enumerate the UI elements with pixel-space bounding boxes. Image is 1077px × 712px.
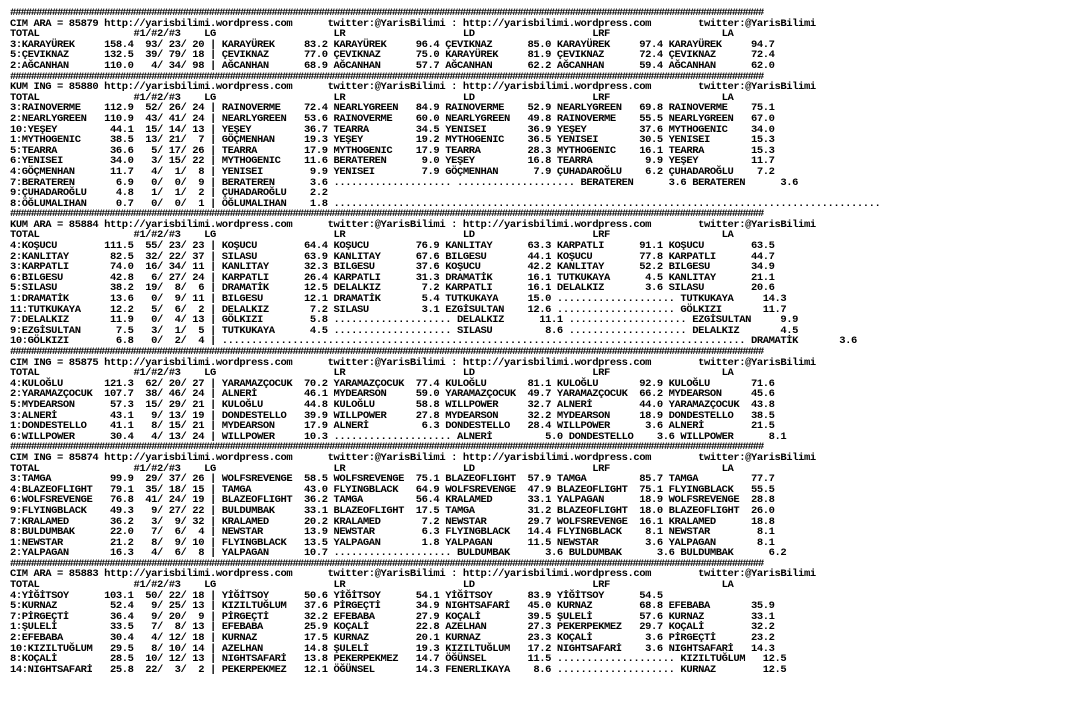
table-row: 4:KOŞUCU 111.5 55/ 23/ 23 | KOŞUCU 64.4 KOŞUCU 76.9 KANLITAY 63.3 KARPATLI 91.1 KOŞUCU 63.5 bbox=[10, 240, 775, 253]
table-row: 4:BLAZEOFLIGHT 79.1 35/ 18/ 15 | TAMGA 43.0 FLYINGBLACK 64.9 WOLFSREVENGE 47.9 BLAZEOFLIGHT 75.1 FLYINGBLACK 55.5 bbox=[10, 483, 775, 496]
column-headers: TOTAL #1/#2/#3 LG LR LD LRF LA bbox=[10, 229, 734, 242]
table-row: 8:BULDUMBAK 22.0 7/ 6/ 4 | NEWSTAR 13.9 NEWSTAR 6.3 FLYINGBLACK 14.4 FLYINGBLACK 8.1 NEWSTAR 8.1 bbox=[10, 526, 775, 539]
table-row: 6:BILGESU 42.8 6/ 27/ 24 | KARPATLI 26.4 KARPATLI 31.3 DRAMATİK 16.1 TUTKUKAYA 4.5 KANLITAY 21.1 bbox=[10, 271, 775, 284]
table-row: 5:MYDEARSON 57.3 15/ 29/ 21 | KULOĞLU 44.8 KULOĞLU 58.8 WILLPOWER 32.7 ALNERİ 44.0 YARAMAZÇOCUK 43.8 bbox=[10, 398, 775, 411]
column-headers: TOTAL #1/#2/#3 LG LR LD LRF LA bbox=[10, 462, 734, 475]
table-row: 3:KARPATLI 74.0 16/ 34/ 11 | KANLITAY 32.3 BILGESU 37.6 KOŞUCU 42.2 KANLITAY 52.2 BILGESU 34.9 bbox=[10, 261, 775, 274]
table-row: 10:YEŞEY 44.1 15/ 14/ 13 | YEŞEY 36.7 TEARRA 34.5 YENISEI 36.9 YEŞEY 37.6 MYTHOGENIC 34.0 bbox=[10, 123, 775, 136]
column-headers: TOTAL #1/#2/#3 LG LR LD LRF LA bbox=[10, 91, 734, 104]
table-row: 6:YENISEI 34.0 3/ 15/ 22 | MYTHOGENIC 11.6 BERATEREN 9.0 YEŞEY 16.8 TEARRA 9.9 YEŞEY 11.7 bbox=[10, 155, 775, 168]
table-row: 10:KIZILTUĞLUM 29.5 8/ 10/ 14 | AZELHAN 14.8 ŞULELİ 19.3 KIZILTUĞLUM 17.2 NIGHTSAFARİ 3.6 NIGHTSAFARİ 14.3 bbox=[10, 642, 775, 655]
table-row: 9:FLYINGBLACK 49.3 9/ 27/ 22 | BULDUMBAK 33.1 BLAZEOFLIGHT 17.5 TAMGA 31.2 BLAZEOFLIGHT 18.0 BLAZEOFLIGHT 26.0 bbox=[10, 504, 775, 517]
section-header: CIM ING = 85875 http://yarisbilimi.wordpress.com twitter:@YarisBilimi : http://yarisbilimi.wordpress.com twitter:@YarisBilimi bbox=[10, 356, 816, 369]
table-row: 3:TAMGA 99.9 29/ 37/ 26 | WOLFSREVENGE 58.5 WOLFSREVENGE 75.1 BLAZEOFLIGHT 57.9 TAMGA 85.7 TAMGA 77.7 bbox=[10, 473, 775, 486]
table-row: 2:YARAMAZÇOCUK 107.7 38/ 46/ 24 | ALNERİ 46.1 MYDEARSON 59.0 YARAMAZÇOCUK 49.7 YARAMAZÇOCUK 66.2 MYDEARSON 45.6 bbox=[10, 388, 775, 401]
table-row: 6:WOLFSREVENGE 76.8 41/ 24/ 19 | BLAZEOFLIGHT 36.2 TAMGA 56.4 KRALAMED 33.1 YALPAGAN 18.9 WOLFSREVENGE 28.8 bbox=[10, 494, 775, 507]
table-row: 7:KRALAMED 36.2 3/ 9/ 32 | KRALAMED 20.2 KRALAMED 7.2 NEWSTAR 29.7 WOLFSREVENGE 16.1 KRALAMED 18.8 bbox=[10, 515, 775, 528]
separator-line: ################################################################################################################################################ bbox=[10, 70, 764, 83]
table-row: 8:KOÇALİ 28.5 10/ 12/ 13 | NIGHTSAFARİ 13.8 PEKERPEKMEZ 14.7 ÖĞÜNSEL 11.5 .................... KIZILTUĞLUM 12.5 bbox=[10, 653, 787, 666]
table-row: 1:DRAMATİK 13.6 0/ 9/ 11 | BILGESU 12.1 DRAMATİK 5.4 TUTKUKAYA 15.0 .................... TUTKUKAYA 14.3 bbox=[10, 293, 787, 306]
table-row: 10:GÖLKIZI 6.8 0/ 2/ 4 | ......................................................................................... DRAMATİK 3.6 bbox=[10, 335, 857, 348]
table-row: 5:SILASU 38.2 19/ 8/ 6 | DRAMATİK 12.5 DELALKIZ 7.2 KARPATLI 16.1 DELALKIZ 3.6 SILASU 20.6 bbox=[10, 282, 775, 295]
table-row: 2:KANLITAY 82.5 32/ 22/ 37 | SILASU 63.9 KANLITAY 67.6 BILGESU 44.1 KOŞUCU 77.8 KARPATLI 44.7 bbox=[10, 250, 775, 263]
table-row: 9:ÇUHADAROĞLU 4.8 1/ 1/ 2 | ÇUHADAROĞLU 2.2 bbox=[10, 187, 328, 200]
table-row: 14:NIGHTSAFARİ 25.8 22/ 3/ 2 | PEKERPEKMEZ 12.1 ÖĞÜNSEL 14.3 FENERLIKAYA 8.6 .................... KURNAZ 12.5 bbox=[10, 663, 787, 676]
table-row: 5:TEARRA 36.6 5/ 17/ 26 | TEARRA 17.9 MYTHOGENIC 17.9 TEARRA 28.3 MYTHOGENIC 16.1 TEARRA 15.3 bbox=[10, 144, 775, 157]
section-header: KUM ARA = 85884 http://yarisbilimi.wordpress.com twitter:@YarisBilimi : http://yarisbilimi.wordpress.com twitter:@YarisBilimi bbox=[10, 218, 816, 231]
table-row: 2:EFEBABA 30.4 4/ 12/ 18 | KURNAZ 17.5 KURNAZ 20.1 KURNAZ 23.3 KOÇALİ 3.6 PİRGEÇTİ 23.2 bbox=[10, 632, 775, 645]
table-row: 1:DONDESTELLO 41.1 8/ 15/ 21 | MYDEARSON 17.9 ALNERİ 6.3 DONDESTELLO 28.4 WILLPOWER 3.6 ALNERİ 21.5 bbox=[10, 420, 775, 433]
separator-line: ################################################################################################################################################ bbox=[10, 7, 764, 19]
table-row: 7:PİRGEÇTİ 36.4 9/ 20/ 9 | PİRGEÇTİ 32.2 EFEBABA 27.9 KOÇALİ 39.5 ŞULELİ 57.6 KURNAZ 33.1 bbox=[10, 610, 775, 623]
table-row: 4:YİĞİTSOY 103.1 50/ 22/ 18 | YİĞİTSOY 50.6 YİĞİTSOY 54.1 YİĞİTSOY 83.9 YİĞİTSOY 54.5 bbox=[10, 589, 663, 602]
table-row: 9:EZGİSULTAN 7.5 3/ 1/ 5 | TUTKUKAYA 4.5 .................... SILASU 8.6 .................... DELALKIZ 4.5 bbox=[10, 324, 799, 337]
column-headers: TOTAL #1/#2/#3 LG LR LD LRF LA bbox=[10, 367, 734, 380]
table-row: 1:NEWSTAR 21.2 8/ 9/ 10 | FLYINGBLACK 13.5 YALPAGAN 1.8 YALPAGAN 11.5 NEWSTAR 3.6 YALPAGAN 8.1 bbox=[10, 536, 775, 549]
separator-line: ################################################################################################################################################ bbox=[10, 441, 764, 454]
table-row: 2:NEARLYGREEN 110.9 43/ 41/ 24 | NEARLYGREEN 53.6 RAINOVERME 60.0 NEARLYGREEN 49.8 RAINOVERME 55.5 NEARLYGREEN 67.0 bbox=[10, 112, 775, 125]
section-header: KUM ING = 85880 http://yarisbilimi.wordpress.com twitter:@YarisBilimi : http://yarisbilimi.wordpress.com twitter:@YarisBilimi bbox=[10, 81, 816, 94]
table-row: 6:WILLPOWER 30.4 4/ 13/ 24 | WILLPOWER 10.3 .................... ALNERİ 5.0 DONDESTELLO 3.6 WILLPOWER 8.1 bbox=[10, 430, 787, 443]
table-row: 4:GÖÇMENHAN 11.7 4/ 1/ 8 | YENISEI 9.9 YENISEI 7.9 GÖÇMENHAN 7.9 ÇUHADAROĞLU 6.2 ÇUHADAROĞLU 7.2 bbox=[10, 165, 775, 178]
separator-line: ################################################################################################################################################ bbox=[10, 208, 764, 221]
table-row: 3:KARAYÜREK 158.4 93/ 23/ 20 | KARAYÜREK 83.2 KARAYÜREK 96.4 ÇEVIKNAZ 85.0 KARAYÜREK 97.4 KARAYÜREK 94.7 bbox=[10, 38, 775, 51]
column-headers: TOTAL #1/#2/#3 LG LR LD LRF LA bbox=[10, 28, 734, 41]
section-header: CIM ARA = 85879 http://yarisbilimi.wordpress.com twitter:@YarisBilimi : http://yarisbilimi.wordpress.com twitter:@YarisBilimi bbox=[10, 17, 816, 30]
table-row: 2:YALPAGAN 16.3 4/ 6/ 8 | YALPAGAN 10.7 .................... BULDUMBAK 3.6 BULDUMBAK 3.6 BULDUMBAK 6.2 bbox=[10, 547, 787, 560]
separator-line: ################################################################################################################################################ bbox=[10, 557, 764, 570]
table-row: 11:TUTKUKAYA 12.2 5/ 6/ 2 | DELALKIZ 7.2 SILASU 3.1 EZGİSULTAN 12.6 .................... GÖLKIZI 11.7 bbox=[10, 303, 787, 316]
column-headers: TOTAL #1/#2/#3 LG LR LD LRF LA bbox=[10, 579, 734, 592]
table-row: 5:ÇEVIKNAZ 132.5 39/ 79/ 18 | ÇEVIKNAZ 77.0 ÇEVIKNAZ 75.0 KARAYÜREK 81.9 ÇEVIKNAZ 72.4 ÇEVIKNAZ 72.4 bbox=[10, 49, 775, 62]
separator-line: ################################################################################################################################################ bbox=[10, 346, 764, 358]
table-row: 3:ALNERİ 43.1 9/ 13/ 19 | DONDESTELLO 39.9 WILLPOWER 27.8 MYDEARSON 32.2 MYDEARSON 18.9 DONDESTELLO 38.5 bbox=[10, 409, 775, 422]
table-row: 1:ŞULELİ 33.5 7/ 8/ 13 | EFEBABA 25.9 KOÇALİ 22.8 AZELHAN 27.3 PEKERPEKMEZ 29.7 KOÇALİ 32.2 bbox=[10, 621, 775, 634]
table-row: 1:MYTHOGENIC 38.5 13/ 21/ 7 | GÖÇMENHAN 19.3 YEŞEY 19.2 MYTHOGENIC 36.5 YENISEI 30.5 YENISEI 15.3 bbox=[10, 134, 775, 147]
table-row: 4:KULOĞLU 121.3 62/ 20/ 27 | YARAMAZÇOCUK 70.2 YARAMAZÇOCUK 77.4 KULOĞLU 81.1 KULOĞLU 92.9 KULOĞLU 71.6 bbox=[10, 377, 775, 390]
table-row: 7:BERATEREN 6.9 0/ 0/ 9 | BERATEREN 3.6 .................... .................... BERATEREN 3.6 BERATEREN 3.6 bbox=[10, 176, 799, 189]
section-header: CIM ARA = 85883 http://yarisbilimi.wordpress.com twitter:@YarisBilimi : http://yarisbilimi.wordpress.com twitter:@YarisBilimi bbox=[10, 568, 816, 581]
table-row: 8:ÖĞLUMALIHAN 0.7 0/ 0/ 1 | ÖĞLUMALIHAN 1.8 ............................................................................................. bbox=[10, 197, 881, 210]
section-header: CIM ING = 85874 http://yarisbilimi.wordpress.com twitter:@YarisBilimi : http://yarisbilimi.wordpress.com twitter:@YarisBilimi bbox=[10, 451, 816, 464]
table-row: 2:AĞCANHAN 110.0 4/ 34/ 98 | AĞCANHAN 68.9 AĞCANHAN 57.7 AĞCANHAN 62.2 AĞCANHAN 59.4 AĞCANHAN 62.0 bbox=[10, 59, 775, 72]
table-row: 7:DELALKIZ 11.9 0/ 4/ 13 | GÖLKIZI 5.8 .................... DELALKIZ 11.1 .................... EZGİSULTAN 9.9 bbox=[10, 314, 799, 327]
table-row: 5:KURNAZ 52.4 9/ 25/ 13 | KIZILTUĞLUM 37.6 PİRGEÇTİ 34.9 NIGHTSAFARİ 45.0 KURNAZ 68.8 EFEBABA 35.9 bbox=[10, 600, 775, 613]
table-row: 3:RAINOVERME 112.9 52/ 26/ 24 | RAINOVERME 72.4 NEARLYGREEN 84.9 RAINOVERME 52.9 NEARLYGREEN 69.8 RAINOVERME 75.1 bbox=[10, 102, 775, 115]
race-report-document bbox=[10, 8, 1074, 675]
